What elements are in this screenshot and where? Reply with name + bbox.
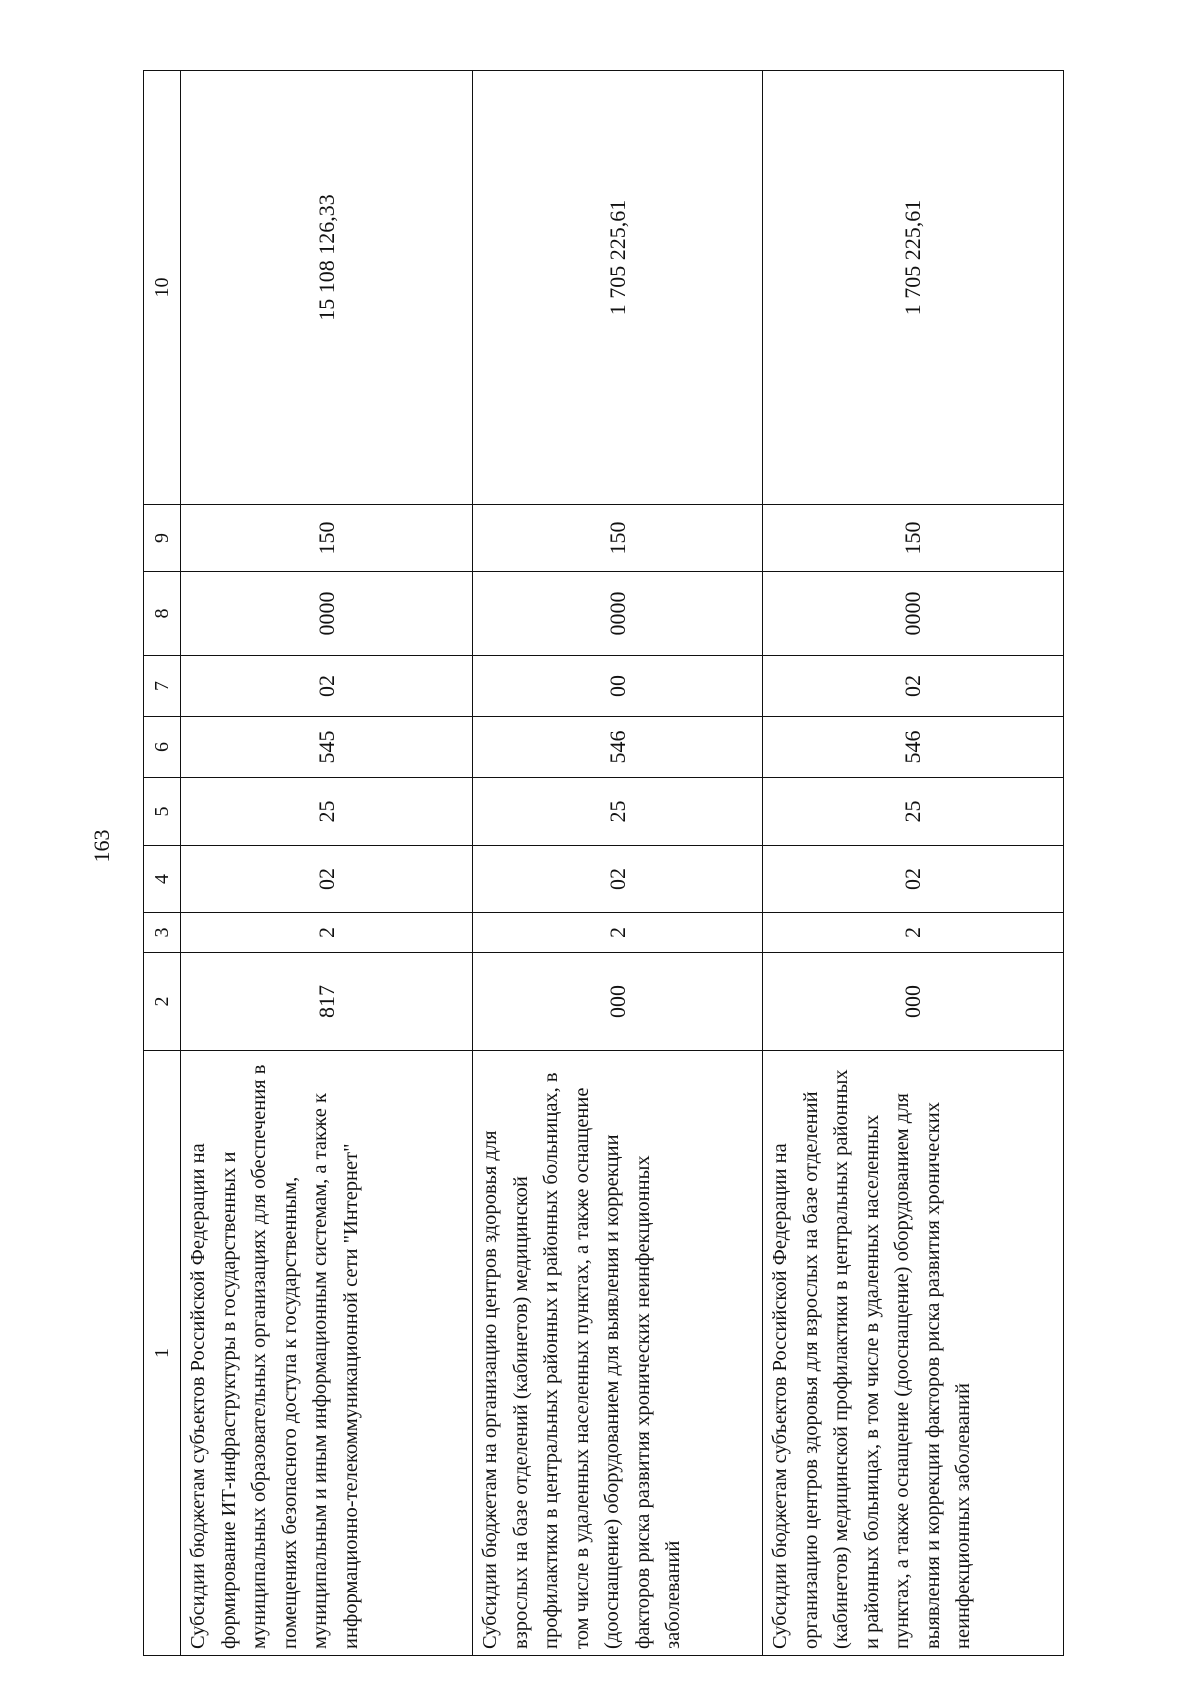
row-cell-col8: 0000	[763, 572, 1064, 656]
header-col-3: 3	[144, 913, 181, 953]
row-description: Субсидии бюджетам субъектов Российской Федерации на формирование ИТ-инфраструктуры в государственных и муниципальных образовательных организациях для обеспечения в помещениях безопасного доступа к государственным, муниципальным и иным информационным системам, а также к информационно-телекоммуникационной сети "Интернет"	[181, 1051, 473, 1656]
row-cell-col6: 545	[181, 717, 473, 778]
table-row	[473, 71, 763, 1656]
row-cell-col2: 000	[473, 953, 763, 1051]
header-col-1: 1	[144, 1051, 181, 1656]
header-col-9: 9	[144, 505, 181, 572]
table-row	[763, 71, 1064, 1656]
row-cell-col7: 02	[181, 656, 473, 717]
row-cell-col9: 150	[473, 505, 763, 572]
row-description: Субсидии бюджетам субъектов Российской Федерации на организацию центров здоровья для взрослых на базе отделений (кабинетов) медицинской профилактики в центральных районных и районных больницах, в том числе в удаленных населенных пунктах, а также оснащение (дооснащение) оборудованием для выявления и коррекции факторов риска развития хронических неинфекционных заболеваний	[763, 1051, 1064, 1656]
row-cell-col7: 00	[473, 656, 763, 717]
row-cell-col7: 02	[763, 656, 1064, 717]
header-col-6: 6	[144, 717, 181, 778]
row-description: Субсидии бюджетам на организацию центров здоровья для взрослых на базе отделений (кабинетов) медицинской профилактики в центральных районных и районных больницах, в том числе в удаленных населенных пунктах, а также оснащение (дооснащение) оборудованием для выявления и коррекции факторов риска развития хронических неинфекционных заболеваний	[473, 1051, 763, 1656]
row-cell-col5: 25	[763, 778, 1064, 846]
header-col-10: 10	[144, 71, 181, 505]
header-col-2: 2	[144, 953, 181, 1051]
row-amount: 1 705 225,61	[473, 71, 763, 505]
rotated-table-frame	[143, 71, 1062, 1656]
row-amount: 15 108 126,33	[181, 71, 473, 505]
header-col-7: 7	[144, 656, 181, 717]
row-cell-col3: 2	[473, 913, 763, 953]
row-cell-col4: 02	[181, 846, 473, 913]
budget-classification-table	[143, 70, 1064, 1656]
row-cell-col3: 2	[181, 913, 473, 953]
header-col-4: 4	[144, 846, 181, 913]
row-cell-col2: 817	[181, 953, 473, 1051]
header-col-5: 5	[144, 778, 181, 846]
row-amount: 1 705 225,61	[763, 71, 1064, 505]
row-cell-col4: 02	[763, 846, 1064, 913]
row-cell-col8: 0000	[181, 572, 473, 656]
row-cell-col9: 150	[181, 505, 473, 572]
row-cell-col5: 25	[181, 778, 473, 846]
table-row	[181, 71, 473, 1656]
row-cell-col2: 000	[763, 953, 1064, 1051]
row-cell-col5: 25	[473, 778, 763, 846]
page-number: 163	[89, 829, 114, 863]
row-cell-col9: 150	[763, 505, 1064, 572]
header-row	[144, 71, 181, 1656]
row-cell-col6: 546	[763, 717, 1064, 778]
row-cell-col8: 0000	[473, 572, 763, 656]
row-cell-col4: 02	[473, 846, 763, 913]
row-cell-col6: 546	[473, 717, 763, 778]
row-cell-col3: 2	[763, 913, 1064, 953]
header-col-8: 8	[144, 572, 181, 656]
budget-table-container	[143, 71, 1062, 1656]
